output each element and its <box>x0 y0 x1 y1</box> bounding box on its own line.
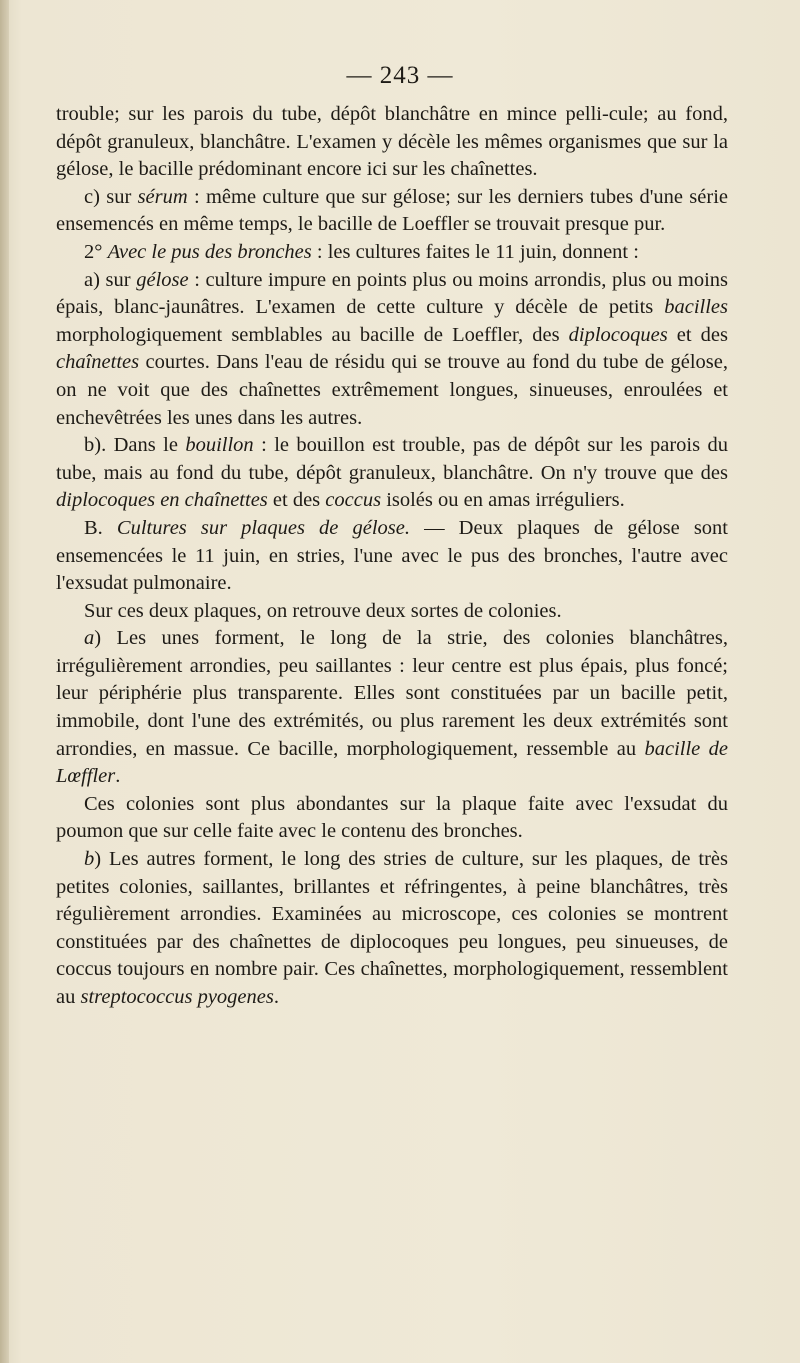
italic-run: gélose <box>136 268 189 291</box>
italic-run: coccus <box>325 489 382 512</box>
book-spine-shadow <box>0 0 9 1363</box>
italic-run: Cultures sur plaques de gélose. <box>116 516 410 539</box>
italic-run: diplocoques en chaînettes <box>56 489 268 512</box>
text-run: — Deux plaques de gélose sont ensemencées le 11 juin, en stries, l'une avec le pus des bronches, l'autre avec l'exsudat pulmonaire. <box>56 516 728 595</box>
italic-run: Avec le pus des bronches <box>107 240 312 263</box>
text-run: : même culture que sur gélose; sur les derniers tubes d'une série ensemencés en même temps, le bacille de Loeffler se trouvait presque pur. <box>56 185 728 236</box>
paragraph-3 <box>56 239 728 267</box>
italic-run: chaînettes <box>56 351 140 374</box>
text-run: ) Les autres forment, le long des stries de culture, sur les plaques, de très petites colonies, saillantes, brillantes et réfringentes, à peine blanchâtres, très régulièrement arrondies. Examinées au microscope, ces colonies se montrent constituées par des chaînettes de diplocoques peu longues, peu sinueuses, de coccus toujours en nombre pair. Ces chaînettes, morphologiquement, ressemblent au <box>56 848 728 1008</box>
italic-run: sérum <box>137 185 188 208</box>
text-run: : le bouillon est trouble, pas de dépôt sur les parois du tube, mais au fond du tube, dépôt granuleux, blanchâtre. On n'y trouve que des <box>56 434 728 484</box>
italic-run: b <box>84 848 95 871</box>
paragraph-2 <box>56 184 728 239</box>
text-run: : les cultures faites le 11 juin, donnent : <box>311 240 639 263</box>
text-run: et des <box>267 489 326 512</box>
body-text <box>56 101 728 1012</box>
text-run: isolés ou en amas irréguliers. <box>381 489 625 512</box>
paragraph-10 <box>56 846 728 1012</box>
paragraph-5 <box>56 432 728 515</box>
text-run: et des <box>667 323 728 346</box>
text-run: morphologiquement semblables au bacille de Loeffler, des <box>56 323 569 346</box>
text-run: ) Les unes forment, le long de la strie, des colonies blanchâtres, irrégulièrement arrondies, peu saillantes : leur centre est plus épais, plus foncé; leur périphérie plus transparente. Elles sont constituées par un bacille petit, immobile, dont l'une des extrémités, ou plus rarement les deux extrémités sont arrondies, en massue. Ce bacille, morphologiquement, ressemble au <box>56 627 728 760</box>
paragraph-7: Sur ces deux plaques, on retrouve deux sortes de colonies. <box>84 599 562 622</box>
text-run: 2° <box>84 240 108 263</box>
italic-run: bacille de Lœffler <box>56 737 728 788</box>
text-run: . <box>273 986 279 1008</box>
text-run: : culture impure en points plus ou moins arrondis, plus ou moins épais, blanc-jaunâtres. L'examen de cette culture y décèle de petits <box>56 268 729 319</box>
italic-run: diplocoques <box>568 323 668 346</box>
paragraph-4 <box>56 267 728 433</box>
text-run: a) sur <box>84 268 137 291</box>
text-run: courtes. Dans l'eau de résidu qui se trouve au fond du tube de gélose, on ne voit que des chaînettes extrêmement longues, sinueuses, enroulées et enchevêtrées les unes dans les autres. <box>56 351 728 429</box>
paragraph-6 <box>56 515 728 598</box>
italic-run: bouillon <box>185 434 254 457</box>
text-run: . <box>115 765 121 788</box>
text-run: B. <box>84 516 117 539</box>
italic-run: streptococcus pyogenes <box>80 986 274 1008</box>
text-run: b). Dans le <box>84 434 186 457</box>
italic-run: bacilles <box>664 296 728 319</box>
paragraph-8 <box>56 625 728 791</box>
text-run: c) sur <box>84 185 138 208</box>
paragraph-9: Ces colonies sont plus abondantes sur la plaque faite avec l'exsudat du poumon que sur celle faite avec le contenu des bronches. <box>56 792 728 843</box>
italic-run: a <box>84 627 95 650</box>
page-number: — 243 — <box>346 62 454 89</box>
paragraph-1: trouble; sur les parois du tube, dépôt blanchâtre en mince pelli-cule; au fond, dépôt granuleux, blanchâtre. L'examen y décèle les mêmes organismes que sur la gélose, le bacille prédominant encore ici sur les chaînettes. <box>56 103 728 181</box>
